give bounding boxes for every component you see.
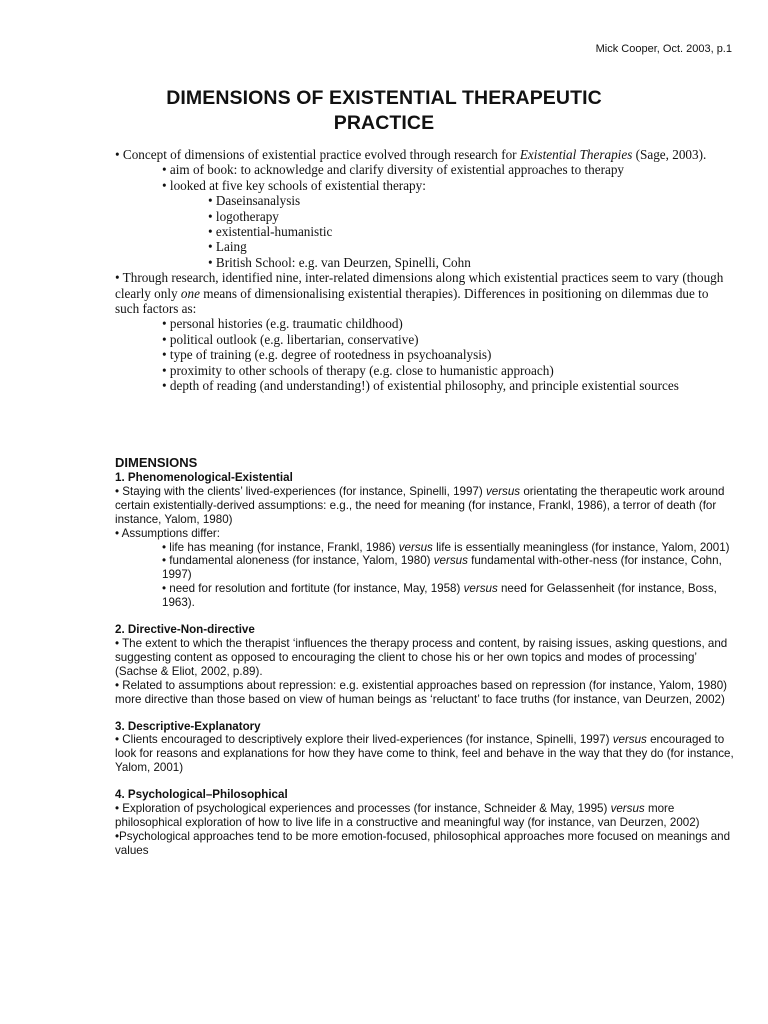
- d1-s2-text-end: fundamental with-other-ness (for instance, Cohn, 1997): [162, 554, 722, 582]
- versus-word: versus: [433, 554, 468, 568]
- school-item: • Laing: [208, 239, 247, 255]
- versus-word: versus: [485, 484, 521, 498]
- d3-b1-text: • Clients encouraged to descriptively explore their lived-experiences (for instance, Spinelli, 1997): [115, 733, 613, 747]
- intro-section: [115, 147, 735, 394]
- dimension-1-bullet-2: • Assumptions differ:: [115, 526, 221, 540]
- d1-b1-text: • Staying with the clients’ lived-experiences (for instance, Spinelli, 1997): [115, 484, 486, 498]
- school-item: • British School: e.g. van Deurzen, Spinelli, Cohn: [208, 254, 471, 270]
- d3-b1-text-end: encouraged to look for reasons and explanations for how they have come to think, feel and behave in the way that they do (for instance, Yalom, 2001): [115, 733, 734, 775]
- dimensions-heading: DIMENSIONS: [115, 455, 198, 470]
- factor-item: • type of training (e.g. degree of rootedness in psychoanalysis): [162, 347, 492, 363]
- dimension-1-title: 1. Phenomenological-Existential: [115, 471, 293, 484]
- school-item: • existential-humanistic: [208, 224, 333, 240]
- versus-word: versus: [463, 582, 498, 596]
- factor-item: • political outlook (e.g. libertarian, conservative): [162, 331, 419, 347]
- dimension-1-bullet-1: [115, 485, 735, 527]
- d1-s2-text: • fundamental aloneness (for instance, Yalom, 1980): [162, 554, 434, 568]
- title-line-2: PRACTICE: [333, 112, 435, 134]
- title-line-1: DIMENSIONS OF EXISTENTIAL THERAPEUTIC: [166, 87, 602, 109]
- intro-p1-text-end: (Sage, 2003).: [632, 147, 707, 162]
- intro-p1-text: • Concept of dimensions of existential practice evolved through research for: [115, 147, 520, 162]
- dimension-1-sub-1: [115, 541, 735, 555]
- d4-b1-text: • Exploration of psychological experiences and processes (for instance, Schneider & May, 1995): [115, 802, 611, 816]
- d1-b1-text-end: orientating the therapeutic work around certain existentially-derived assumptions: e.g., the need for meaning (for instance, Frankl, 1986), a terror of death (for instance, Yalom, 1980): [115, 484, 725, 526]
- dimension-1-sub-3: [115, 582, 735, 610]
- versus-word: versus: [610, 802, 645, 816]
- dimension-3-bullet-1: [115, 733, 735, 775]
- factor-item: • depth of reading (and understanding!) of existential philosophy, and principle existential sources: [162, 378, 679, 394]
- factor-item: • personal histories (e.g. traumatic childhood): [162, 316, 403, 332]
- dimension-4-title: 4. Psychological–Philosophical: [115, 788, 288, 802]
- factor-item: • proximity to other schools of therapy (e.g. close to humanistic approach): [162, 362, 554, 378]
- d1-s1-text: • life has meaning (for instance, Frankl, 1986): [162, 540, 399, 554]
- dimension-2-title: 2. Directive-Non-directive: [115, 623, 255, 637]
- author-note: Mick Cooper, Oct. 2003, p.1: [595, 43, 732, 55]
- dimension-4-bullet-2: •Psychological approaches tend to be more emotion-focused, philosophical approaches more focused on meanings and values: [115, 829, 731, 857]
- school-item: • Daseinsanalysis: [208, 193, 301, 209]
- intro-p2-text-end: means of dimensionalising existential therapies). Differences in positioning on dilemmas due to such factors as:: [115, 285, 709, 317]
- section-gap: [115, 707, 735, 720]
- intro-paragraph-2: [115, 270, 735, 316]
- dimensions-section: [115, 455, 735, 858]
- dimension-4-bullet-1: [115, 802, 735, 830]
- aim-bullet: • aim of book: to acknowledge and clarify diversity of existential approaches to therapy: [162, 162, 625, 178]
- school-item: • logotherapy: [208, 208, 279, 224]
- intro-p2-emphasis: one: [180, 285, 200, 301]
- book-title: Existential Therapies: [519, 147, 633, 162]
- section-gap: [115, 610, 735, 623]
- d1-s3-text-end: need for Gelassenheit (for instance, Boss, 1963).: [162, 582, 717, 610]
- intro-p2-text: • Through research, identified nine, inter-related dimensions along which existential practices seem to vary (though clearly only: [115, 270, 724, 301]
- versus-word: versus: [398, 540, 433, 554]
- d4-b1-text-end: more philosophical exploration of how to live life in a constructive and meaningful way (for instance, van Deurzen, 2002): [115, 802, 700, 829]
- versus-word: versus: [612, 733, 647, 747]
- dimension-2-bullet-2: • Related to assumptions about repression: e.g. existential approaches based on repression (for instance, Yalom, 1980) more directive than those based on view of human beings as ‘reluctant’ to face truths (for instance, van Deurzen, 2002): [115, 678, 728, 706]
- d1-s3-text: • need for resolution and fortitute (for instance, May, 1958): [162, 582, 464, 596]
- intro-paragraph-1: [115, 147, 735, 162]
- dimension-3-title: 3. Descriptive-Explanatory: [115, 719, 261, 733]
- page-title: [110, 86, 658, 136]
- dimension-2-bullet-1: • The extent to which the therapist ‘influences the therapy process and content, by raising issues, asking questions, and suggesting content as opposed to encouraging the client to chose his or her own topics and modes of processing’ (Sachse & Eliot, 2002, p.89).: [115, 636, 728, 678]
- d1-s1-text-end: life is essentially meaningless (for instance, Yalom, 2001): [432, 540, 730, 554]
- dimension-1-sub-2: [115, 554, 735, 582]
- schools-bullet: • looked at five key schools of existential therapy:: [162, 177, 426, 193]
- section-gap: [115, 775, 735, 788]
